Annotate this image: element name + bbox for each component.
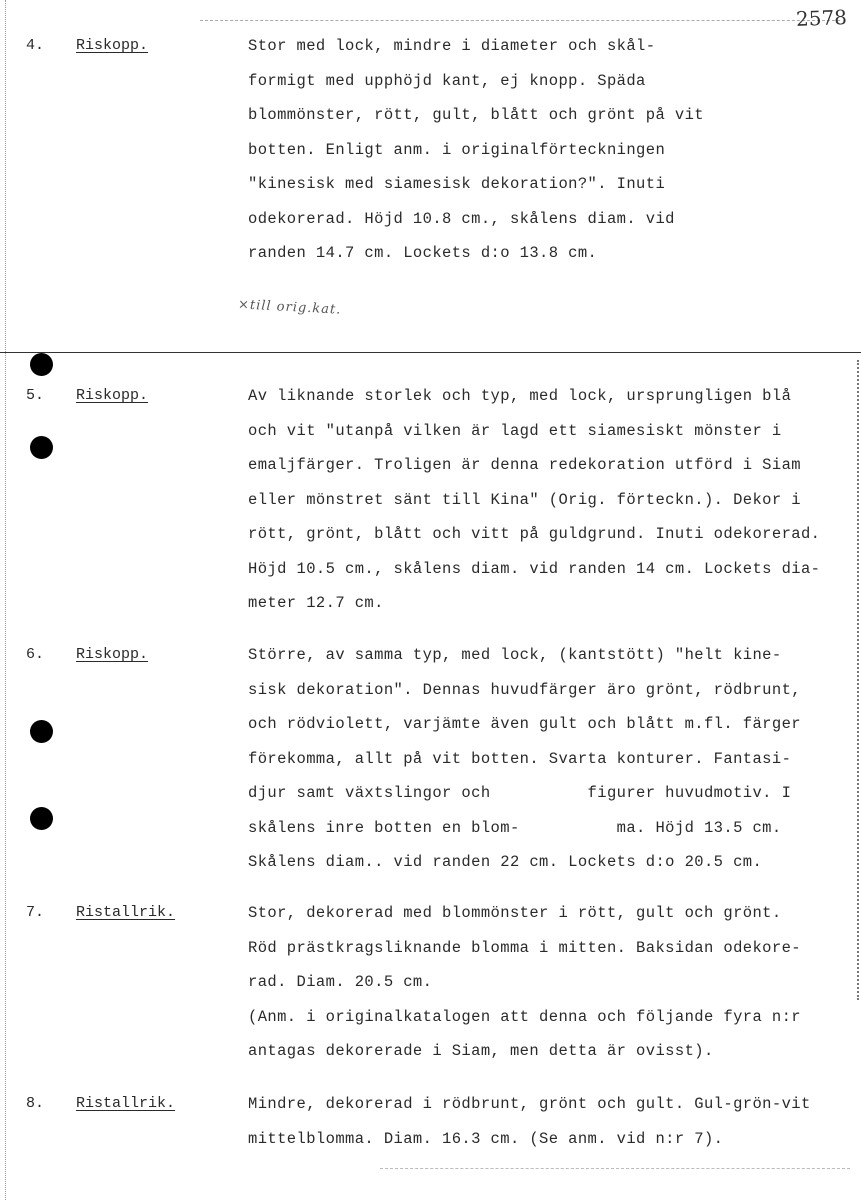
description-line: förekomma, allt på vit botten. Svarta konturer. Fantasi- [248,749,792,768]
description-line: och rödviolett, varjämte även gult och blått m.fl. färger [248,715,801,733]
page-number: 2578 [795,5,848,31]
description-line: formigt med upphöjd kant, ej knopp. Späda [248,71,646,90]
description-line: rad. Diam. 20.5 cm. [248,973,433,991]
description-line: (Anm. i originalkatalogen att denna och följande fyra n:r [248,1007,801,1026]
entry-number: 4. [26,37,45,54]
description-line: Höjd 10.5 cm., skålens diam. vid randen 14 cm. Lockets dia- [248,559,821,578]
description-line: botten. Enligt anm. i originalförteckningen [248,140,666,159]
description-line: sisk dekoration". Dennas huvudfärger äro grönt, rödbrunt, [248,680,801,699]
entry-description [248,386,860,628]
description-line: meter 12.7 cm. [248,594,384,612]
description-line: Skålens diam.. vid randen 22 cm. Lockets d:o 20.5 cm. [248,853,763,871]
entry-number: 6. [26,646,45,663]
bottom-scan-line [380,1168,850,1169]
entry-description [248,903,860,1076]
description-line: och vit "utanpå vilken är lagd ett siamesiskt mönster i [248,421,782,440]
description-line: djur samt växtslingor och figurer huvudmotiv. I [248,784,792,802]
entry-number: 7. [26,904,45,921]
description-line: emaljfärger. Troligen är denna redekoration utförd i Siam [248,456,801,474]
description-line: blommönster, rött, gult, blått och grönt på vit [248,106,704,124]
punch-hole [30,436,53,459]
description-line: eller mönstret sänt till Kina" (Orig. förteckn.). Dekor i [248,490,801,509]
description-line: randen 14.7 cm. Lockets d:o 13.8 cm. [248,244,598,262]
description-line: Stor med lock, mindre i diameter och skål- [248,37,656,55]
section-divider [0,352,861,353]
description-line: "kinesisk med siamesisk dekoration?". Inuti [248,175,666,193]
punch-hole [30,353,53,376]
entry-description [248,36,860,278]
entry-description [248,645,860,887]
entry-type: Riskopp. [76,37,149,54]
description-line: Mindre, dekorerad i rödbrunt, grönt och gult. Gul-grön-vit [248,1095,811,1113]
left-margin-line [5,0,6,1200]
description-line: rött, grönt, blått och vitt på guldgrund. Inuti odekorerad. [248,525,821,543]
entry-type: Riskopp. [76,646,149,663]
description-line: antagas dekorerade i Siam, men detta är ovisst). [248,1042,714,1060]
entry-description [248,1094,860,1163]
description-line: odekorerad. Höjd 10.8 cm., skålens diam. vid [248,209,675,228]
entry-type: Ristallrik. [76,1095,176,1112]
entry-number: 8. [26,1095,45,1112]
handwritten-note: ×till orig.kat. [237,297,342,318]
entry-number: 5. [26,387,45,404]
description-line: mittelblomma. Diam. 16.3 cm. (Se anm. vid n:r 7). [248,1129,724,1148]
description-line: Röd prästkragsliknande blomma i mitten. Baksidan odekore- [248,938,801,957]
top-scan-line [200,20,840,21]
punch-hole [30,720,53,743]
entry-type: Riskopp. [76,387,149,404]
punch-hole [30,807,53,830]
description-line: skålens inre botten en blom- ma. Höjd 13.5 cm. [248,818,782,837]
description-line: Av liknande storlek och typ, med lock, ursprungligen blå [248,387,792,405]
description-line: Stor, dekorerad med blommönster i rött, gult och grönt. [248,904,782,922]
entry-type: Ristallrik. [76,904,176,921]
description-line: Större, av samma typ, med lock, (kantstött) "helt kine- [248,646,782,664]
